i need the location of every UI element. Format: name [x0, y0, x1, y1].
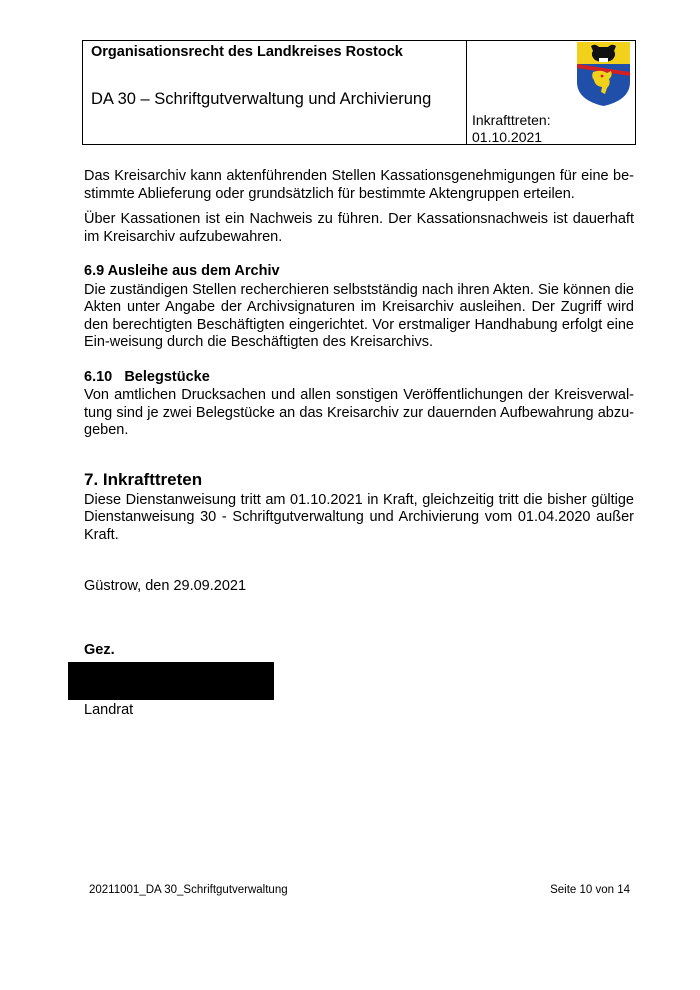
document-body: [84, 168, 634, 659]
place-date: Güstrow, den 29.09.2021: [84, 578, 247, 594]
redaction-bar: [68, 662, 274, 700]
paragraph-kassation: Das Kreisarchiv kann aktenführenden Stellen Kassationsgenehmigungen für eine be-stimmte Ablieferung oder grundsätzlich für bestimmte Aktengruppen erteilen.: [84, 168, 634, 202]
paragraph-6-10: Von amtlichen Drucksachen und allen sonstigen Veröffentlichungen der Kreisverwal-tung sind je zwei Belegstücke an das Kreisarchiv zur dauernden Aufbewahrung abzu-geben.: [84, 387, 634, 438]
header-title: DA 30 – Schriftgutverwaltung und Archivierung: [91, 90, 432, 108]
effective-info: [472, 112, 551, 146]
paragraph-7: Diese Dienstanweisung tritt am 01.10.2021 in Kraft, gleichzeitig tritt die bisher gültige Dienstanweisung 30 - Schriftgutverwaltung und Archivierung vom 01.04.2020 außer Kraft.: [84, 491, 634, 543]
header-left-cell: [83, 41, 467, 144]
footer-page-number: Seite 10 von 14: [550, 884, 630, 896]
paragraph-nachweis: Über Kassationen ist ein Nachweis zu führen. Der Kassationsnachweis ist dauerhaft im Kreisarchiv aufzubewahren.: [84, 211, 634, 245]
header-table: [82, 40, 636, 145]
heading-6-10-number: 6.10: [84, 368, 113, 385]
heading-7: 7. Inkrafttreten: [84, 469, 203, 489]
header-organization: Organisationsrecht des Landkreises Rostock: [91, 44, 403, 60]
effective-date: 01.10.2021: [472, 129, 543, 145]
effective-label: Inkrafttreten:: [472, 112, 551, 128]
signed-label: Gez.: [84, 641, 115, 658]
footer-document-id: 20211001_DA 30_Schriftgutverwaltung: [89, 884, 288, 896]
heading-6-10-title: Belegstücke: [124, 368, 210, 385]
coat-of-arms-icon: [577, 42, 630, 106]
heading-6-9: 6.9 Ausleihe aus dem Archiv: [84, 263, 280, 279]
header-right-cell: [467, 41, 635, 144]
heading-6-10: [84, 369, 634, 387]
paragraph-6-9: Die zuständigen Stellen recherchieren selbstständig nach ihren Akten. Sie können die Akten unter Angabe der Archivsignaturen im Kreisarchiv ausleihen. Der Zugriff wird den berechtigten Beschäftigten eingerichtet. Vor erstmaliger Handhabung erfolgt eine Ein-weisung durch die Beschäftigten des Kreisarchivs.: [84, 281, 634, 350]
signatory-role: Landrat: [84, 702, 134, 718]
